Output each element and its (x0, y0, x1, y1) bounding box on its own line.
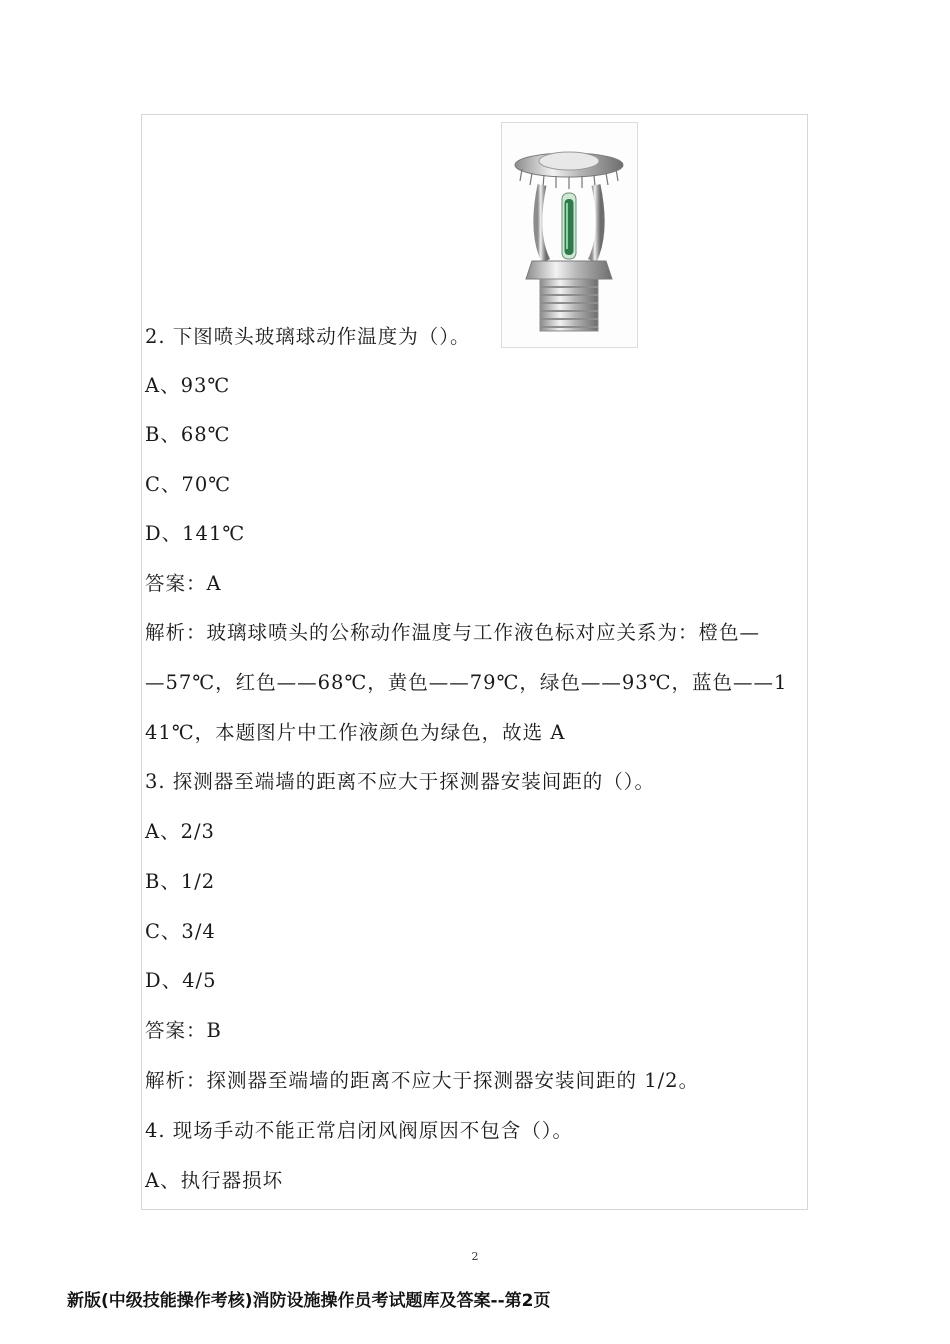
question-2-analysis-line-1: 解析：玻璃球喷头的公称动作温度与工作液色标对应关系为：橙色— (145, 621, 761, 644)
page-number: 2 (471, 1250, 479, 1263)
question-2-option-c: C、70℃ (145, 473, 232, 496)
question-2-stem: 2. 下图喷头玻璃球动作温度为（）。 (145, 325, 471, 348)
sprinkler-head-photo (502, 123, 637, 347)
document-footer: 新版(中级技能操作考核)消防设施操作员考试题库及答案--第2页 (67, 1291, 551, 1311)
sprinkler-photo (501, 122, 638, 348)
question-3-option-a: A、2/3 (145, 820, 215, 843)
question-3-option-b: B、1/2 (145, 870, 216, 893)
question-4-option-a: A、执行器损坏 (145, 1169, 284, 1192)
page-frame (141, 114, 808, 1210)
question-3-analysis: 解析：探测器至端墙的距离不应大于探测器安装间距的 1/2。 (145, 1069, 700, 1092)
question-4-stem: 4. 现场手动不能正常启闭风阀原因不包含（）。 (145, 1119, 574, 1142)
question-2-analysis-line-2: —57℃，红色——68℃，黄色——79℃，绿色——93℃，蓝色——1 (145, 671, 788, 694)
question-3-option-c: C、3/4 (145, 920, 216, 943)
question-2-option-b: B、68℃ (145, 423, 231, 446)
question-3-stem: 3. 探测器至端墙的距离不应大于探测器安装间距的（）。 (145, 770, 656, 793)
question-2-option-a: A、93℃ (145, 374, 231, 397)
question-2-option-d: D、141℃ (145, 522, 246, 545)
question-2-analysis-line-3: 41℃，本题图片中工作液颜色为绿色，故选 A (145, 721, 566, 744)
question-3-answer: 答案：B (145, 1019, 222, 1042)
question-2-answer: 答案：A (145, 572, 222, 595)
question-3-option-d: D、4/5 (145, 969, 217, 992)
